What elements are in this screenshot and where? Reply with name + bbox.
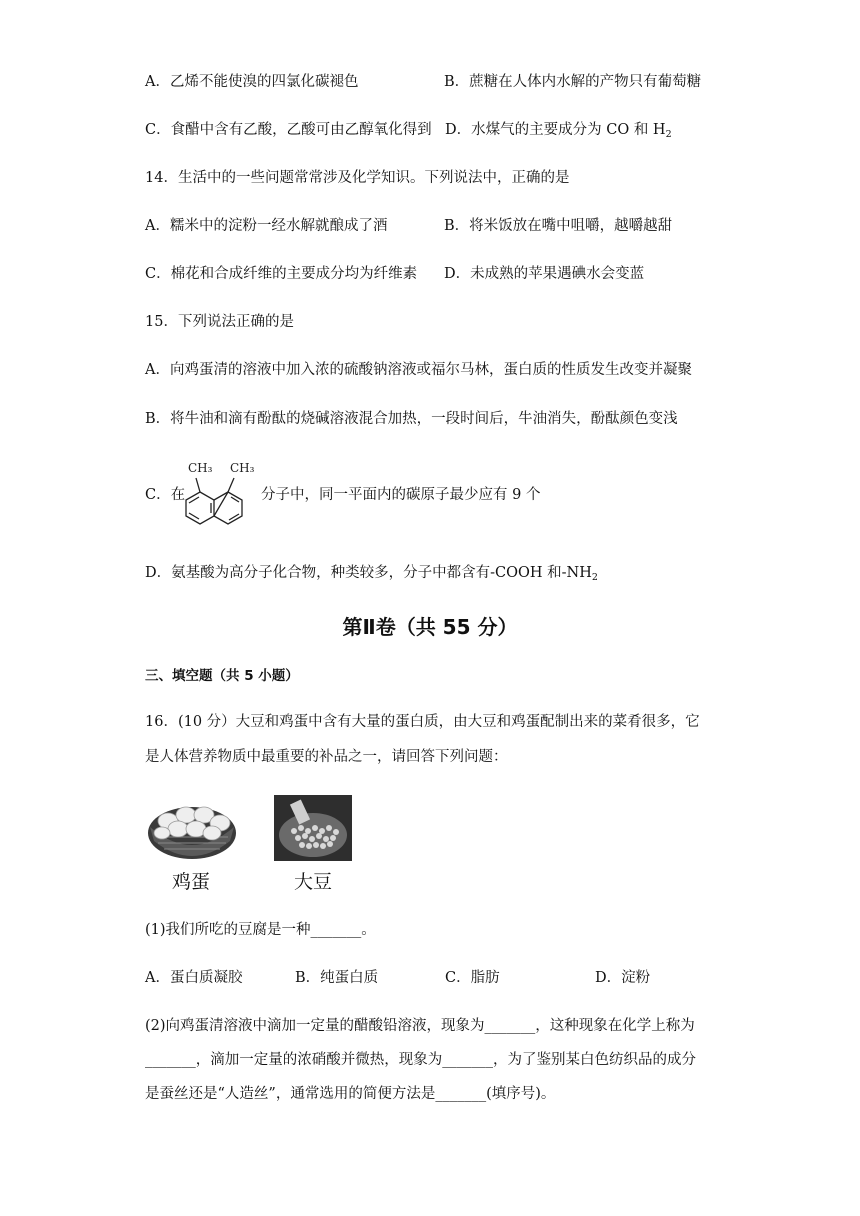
q16-stem-line2: 是人体营养物质中最重要的补品之一，请回答下列问题： xyxy=(145,749,508,765)
q16-stem-line1: 16．(10 分）大豆和鸡蛋中含有大量的蛋白质，由大豆和鸡蛋配制出来的菜肴很多，它 xyxy=(145,714,700,730)
q15-option-a: A．向鸡蛋清的溶液中加入浓的硫酸钠溶液或福尔马林，蛋白质的性质发生改变并凝聚 xyxy=(145,362,692,378)
q14-option-d: D．未成熟的苹果遇碘水会变蓝 xyxy=(444,266,645,282)
q16-sub1: (1)我们所吃的豆腐是一种_______。 xyxy=(145,922,376,938)
methyl-label-left: CH₃ xyxy=(188,461,213,475)
q16-sub1-option-d: D．淀粉 xyxy=(595,970,651,986)
q13-option-b: B．蔗糖在人体内水解的产物只有葡萄糖 xyxy=(444,74,702,90)
q16-sub2-line1: (2)向鸡蛋清溶液中滴加一定量的醋酸铅溶液，现象为_______，这种现象在化学上称为 xyxy=(145,1018,695,1034)
q16-sub1-option-b: B．纯蛋白质 xyxy=(295,970,379,986)
q15-option-d: D．氨基酸为高分子化合物，种类较多，分子中都含有-COOH 和$-NH_2$ xyxy=(145,565,598,583)
methyl-label-right: CH₃ xyxy=(230,461,255,475)
q16-sub1-option-a: A．蛋白质凝胶 xyxy=(145,970,243,986)
q13-option-d: D．水煤气的主要成分为 CO 和 $H_2$ xyxy=(445,122,672,140)
q14-option-c: C．棉花和合成纤维的主要成分均为纤维素 xyxy=(145,266,418,282)
q14-option-a: A．糯米中的淀粉一经水解就酿成了酒 xyxy=(145,218,388,234)
q13-option-c: C．食醋中含有乙酸，乙酸可由乙醇氧化得到 xyxy=(145,122,432,138)
egg-basket-image xyxy=(144,793,240,863)
egg-label: 鸡蛋 xyxy=(172,871,211,893)
soybean-image xyxy=(274,795,352,861)
q15-option-c-suffix: 分子中，同一平面内的碳原子最少应有 9 个 xyxy=(261,487,541,503)
q16-sub2-line2: _______，滴加一定量的浓硝酸并微热，现象为_______，为了鉴别某白色纺织品的成分 xyxy=(145,1052,696,1068)
q15-stem: 15．下列说法正确的是 xyxy=(145,314,294,330)
q14-option-b: B．将米饭放在嘴中咀嚼，越嚼越甜 xyxy=(444,218,673,234)
q13-option-a: A．乙烯不能使溴的四氯化碳褪色 xyxy=(145,74,359,90)
section-subhead: 三、填空题（共 5 小题） xyxy=(145,668,299,684)
section-title: 第Ⅱ卷（共 55 分） xyxy=(342,615,518,639)
q15-option-b: B．将牛油和滴有酚酞的烧碱溶液混合加热，一段时间后，牛油消失，酚酞颜色变浅 xyxy=(145,411,678,427)
q16-sub2-line3: 是蚕丝还是“人造丝”，通常选用的简便方法是_______(填序号)。 xyxy=(145,1086,556,1102)
soybean-label: 大豆 xyxy=(294,871,333,893)
q15-option-c-prefix: C．在 xyxy=(145,487,186,503)
dimethylbiphenyl-structure xyxy=(172,454,264,530)
q16-sub1-option-c: C．脂肪 xyxy=(445,970,500,986)
q14-stem: 14．生活中的一些问题常常涉及化学知识。下列说法中，正确的是 xyxy=(145,170,570,186)
